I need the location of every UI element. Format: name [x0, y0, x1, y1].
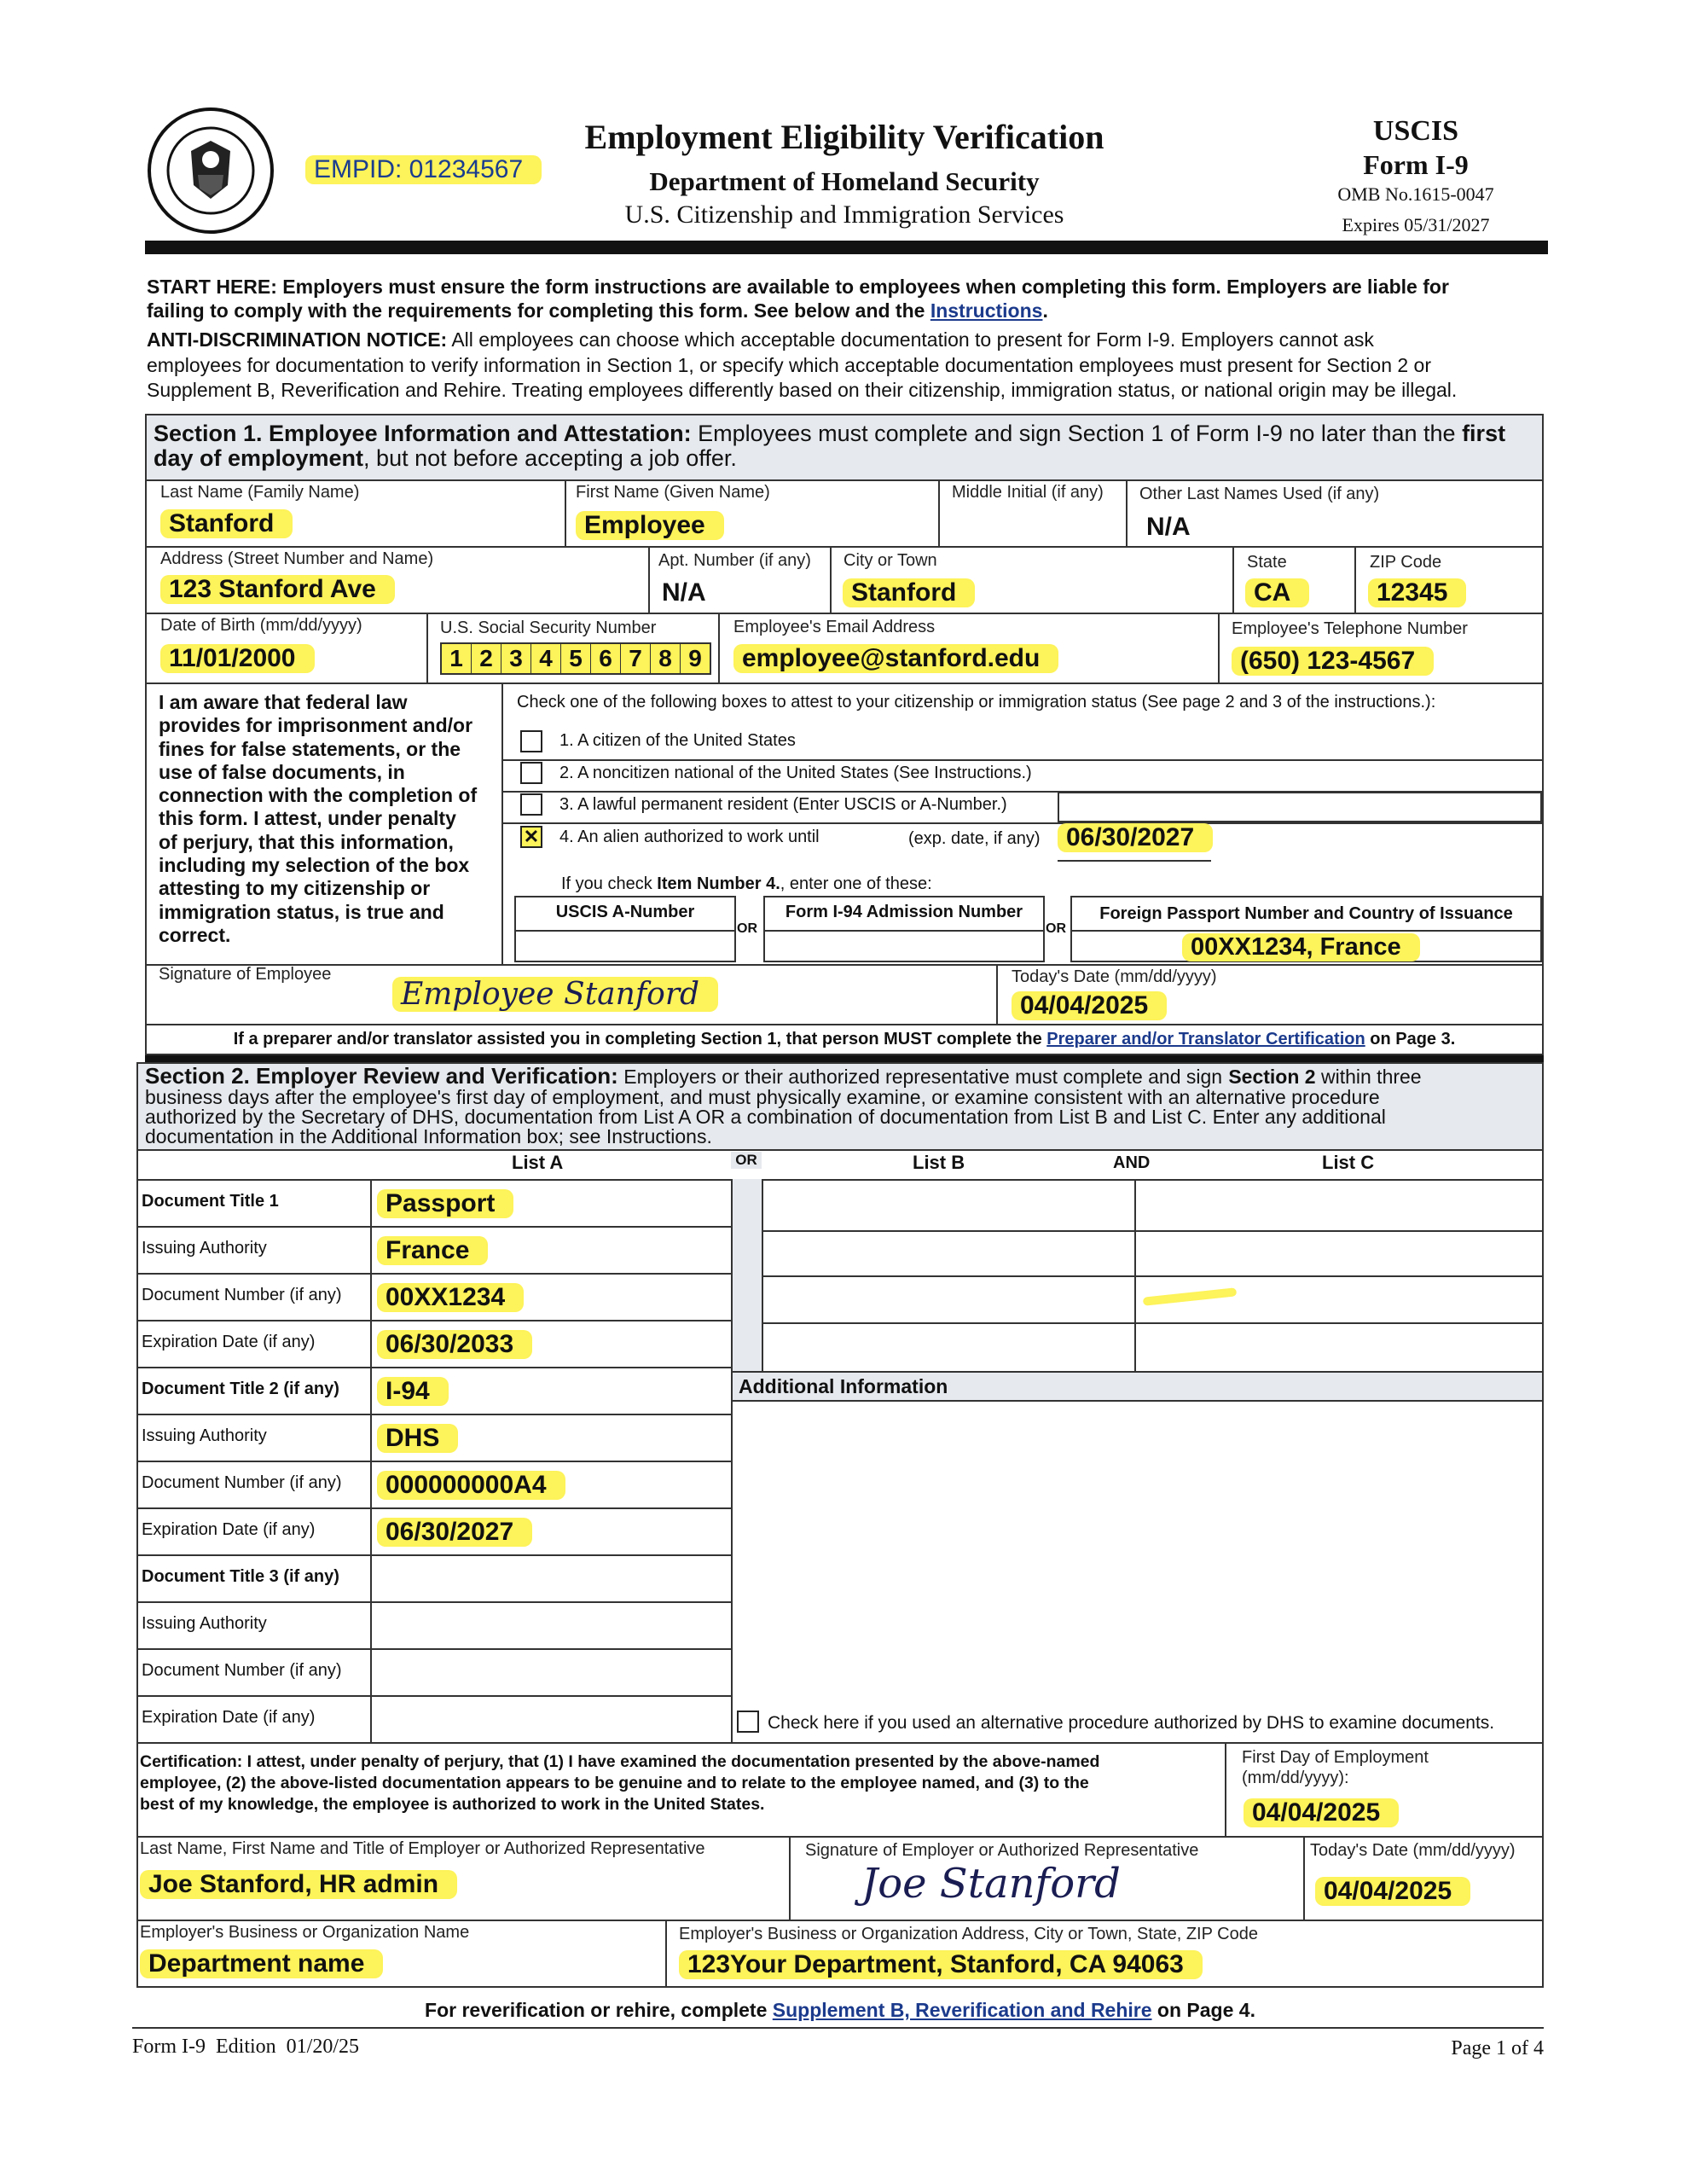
section2-title-rest: Employers or their authorized representative must complete and sign: [617, 1066, 1223, 1088]
certification-divider: [1225, 1742, 1226, 1836]
alternative-procedure-checkbox[interactable]: [737, 1711, 759, 1733]
s1-row2-top: [147, 546, 1542, 548]
attest-line: immigration status, is true and: [159, 900, 444, 923]
exp-date-label: (exp. date, if any): [908, 829, 1041, 848]
list-a-row-line: [138, 1648, 731, 1650]
s1-r3-div2: [718, 613, 720, 682]
or-label-1: OR: [737, 921, 757, 936]
rep-div1: [789, 1836, 791, 1920]
item4-suffix: , enter one of these:: [780, 874, 932, 893]
org-name-field[interactable]: Department name: [140, 1949, 383, 1978]
instructions-link[interactable]: Instructions: [930, 299, 1043, 322]
first-name-field[interactable]: Employee: [576, 511, 724, 540]
phone-label: Employee's Telephone Number: [1232, 619, 1468, 638]
section2-title-bold2: Section 2: [1228, 1066, 1316, 1088]
s1-row4-top: [147, 682, 1542, 684]
ssn-digit: 7: [621, 644, 651, 673]
first-name-label: First Name (Given Name): [576, 483, 770, 502]
reverification-notice: [136, 1999, 1544, 2022]
section1-title-bold: Section 1. Employee Information and Attestation:: [154, 421, 692, 446]
list-a-row-label: Document Title 2 (if any): [142, 1380, 339, 1398]
cert-line: best of my knowledge, the employee is authorized to work in the United States.: [140, 1795, 765, 1814]
employee-signature-label: Signature of Employee: [159, 965, 332, 984]
empid-highlight: EMPID: 01234567: [305, 155, 542, 184]
section1-title-rest: Employees must complete and sign Section 1 of Form I-9 no later than the: [691, 421, 1456, 446]
i94-split: [763, 930, 1045, 932]
list-a-row-field[interactable]: 06/30/2027: [377, 1518, 532, 1547]
bc-row2: [762, 1275, 1542, 1277]
uscis-anumber-label: USCIS A-Number: [555, 903, 695, 921]
section1-title-first: first: [1462, 421, 1506, 446]
start-here-notice: START HERE: Employers must ensure the form instructions are available to employees when completing this form. Employers are liable for: [147, 276, 1449, 298]
s1-r2-div3: [1232, 546, 1234, 613]
ssn-digit: 8: [651, 644, 681, 673]
email-field[interactable]: employee@stanford.edu: [733, 644, 1058, 673]
middle-initial-label: Middle Initial (if any): [952, 483, 1104, 502]
anumber-split: [514, 930, 736, 932]
ssn-digit: 1: [442, 644, 472, 673]
ssn-digit: 5: [561, 644, 591, 673]
rep-today-label: Today's Date (mm/dd/yyyy): [1310, 1841, 1516, 1860]
lawful-permanent-resident-checkbox[interactable]: [520, 793, 542, 816]
rep-div2: [1303, 1836, 1305, 1920]
address-label: Address (Street Number and Name): [160, 549, 434, 568]
anti-discrimination-notice: [147, 328, 1374, 351]
list-a-row-label: Document Title 3 (if any): [142, 1567, 339, 1586]
state-label: State: [1247, 553, 1287, 572]
s1-r1-div3: [1126, 479, 1128, 546]
s1-row1-top: [147, 479, 1542, 481]
header-rule: [145, 241, 1548, 254]
form-number: Form I-9: [1363, 149, 1469, 180]
preparer-notice: [147, 1030, 1542, 1049]
dob-label: Date of Birth (mm/dd/yyyy): [160, 616, 362, 635]
list-a-row-field[interactable]: 000000000A4: [377, 1471, 565, 1500]
attest-line: fines for false statements, or the: [159, 737, 461, 760]
last-name-field[interactable]: Stanford: [160, 509, 293, 538]
list-c-header: List C: [1322, 1152, 1375, 1173]
apt-label: Apt. Number (if any): [658, 551, 811, 570]
ssn-label: U.S. Social Security Number: [440, 619, 657, 637]
form-title: Employment Eligibility Verification: [584, 118, 1104, 156]
supplement-b-link[interactable]: Supplement B, Reverification and Rehire: [772, 1999, 1152, 2021]
section1-title-line2-rest: , but not before accepting a job offer.: [363, 445, 737, 471]
list-a-row-line: [138, 1554, 731, 1556]
section1-day-of-employment: day of employment: [154, 445, 364, 471]
opt3-line: [503, 822, 1542, 824]
attest-line: attesting to my citizenship or: [159, 877, 431, 900]
or-label-2: OR: [1046, 921, 1066, 936]
anti-discrimination-label: ANTI-DISCRIMINATION NOTICE:: [147, 328, 448, 351]
additional-info-field[interactable]: [733, 1402, 1542, 1700]
org-div: [665, 1920, 667, 1988]
attest-line: including my selection of the box: [159, 854, 470, 877]
rep-signature-field[interactable]: Joe Stanford: [861, 1860, 1121, 1908]
last-name-label: Last Name (Family Name): [160, 483, 360, 502]
rep-today-field[interactable]: 04/04/2025: [1315, 1877, 1470, 1906]
omb-number: OMB No.1615-0047: [1337, 183, 1494, 205]
uscis-label: USCIS: [1372, 115, 1459, 147]
s1-r3-div1: [426, 613, 428, 682]
list-a-row-line: [138, 1367, 731, 1368]
attest-line: connection with the completion of: [159, 784, 478, 807]
list-a-row-field[interactable]: Passport: [377, 1189, 513, 1218]
first-day-label-1: First Day of Employment: [1242, 1748, 1429, 1767]
list-a-row-field[interactable]: France: [377, 1236, 488, 1265]
list-a-row-line: [138, 1695, 731, 1697]
apt-field[interactable]: N/A: [662, 578, 706, 607]
department-name: Department of Homeland Security: [649, 166, 1040, 196]
cert-line: employee, (2) the above-listed documentation appears to be genuine and to relate to the employee named, and (3) to the: [140, 1774, 1089, 1792]
s1-r3-div3: [1218, 613, 1220, 682]
citizen-option-label: 1. A citizen of the United States: [559, 731, 796, 750]
reverify-text-2: on Page 4.: [1151, 1999, 1255, 2021]
list-a-row-label: Issuing Authority: [142, 1239, 267, 1258]
anti-text-2: employees for documentation to verify information in Section 1, or specify which acceptable documentation employees must present for Section 2 or: [147, 354, 1432, 376]
page-number: Page 1 of 4: [1451, 2037, 1544, 2059]
org-name-label: Employer's Business or Organization Name: [140, 1923, 470, 1942]
zip-field[interactable]: 12345: [1368, 578, 1466, 607]
state-field[interactable]: CA: [1245, 578, 1309, 607]
start-here-notice-2: failing to comply with the requirements for completing this form. See below and the Instructions.: [147, 299, 1048, 322]
list-a-row-label: Document Number (if any): [142, 1661, 342, 1680]
rep-signature-label: Signature of Employer or Authorized Representative: [805, 1841, 1199, 1860]
bc-row3: [762, 1322, 1542, 1324]
list-a-row-field[interactable]: I-94: [377, 1377, 449, 1406]
list-a-row-label: Document Number (if any): [142, 1473, 342, 1492]
list-a-row-field[interactable]: 00XX1234: [377, 1283, 524, 1312]
s1-r1-div2: [938, 479, 940, 546]
alien-option-label: 4. An alien authorized to work until: [559, 828, 820, 846]
and-header: AND: [1113, 1153, 1151, 1172]
org-row-top: [138, 1920, 1542, 1921]
attest-line: of perjury, that this information,: [159, 830, 454, 853]
or-column-header: OR: [731, 1152, 762, 1169]
lpr-option-label: 3. A lawful permanent resident (Enter USCIS or A-Number.): [559, 795, 1007, 814]
list-a-row-line: [138, 1461, 731, 1462]
ssn-digit: 9: [688, 645, 702, 671]
agency-name: U.S. Citizenship and Immigration Services: [624, 200, 1064, 229]
or-column: [731, 1179, 762, 1371]
first-day-label-2: (mm/dd/yyyy):: [1242, 1769, 1349, 1787]
attest-line: use of false documents, in: [159, 760, 405, 783]
section2-title-bold: Section 2. Employer Review and Verification:: [145, 1063, 618, 1089]
section2-line2: business days after the employee's first day of employment, and must physically examine, or examine consistent with an alternative procedure: [145, 1086, 1380, 1108]
rep-name-field[interactable]: Joe Stanford, HR admin: [140, 1870, 457, 1899]
list-c-title-field[interactable]: [1135, 1179, 1542, 1231]
attest-line: this form. I attest, under penalty: [159, 807, 456, 830]
item4-bold: Item Number 4.: [657, 874, 780, 893]
check-intro-text: Check one of the following boxes to attest to your citizenship or immigration status (See page 2 and 3 of the instructions.):: [517, 693, 1436, 712]
other-names-field[interactable]: N/A: [1146, 513, 1191, 541]
list-a-row-field[interactable]: 06/30/2033: [377, 1330, 532, 1359]
section2-line3: authorized by the Secretary of DHS, documentation from List A OR a combination of documentation from List B and List C. Enter any additional: [145, 1106, 1386, 1128]
list-b-title-field[interactable]: [762, 1179, 1135, 1231]
list-a-row-line: [138, 1414, 731, 1415]
list-a-row-line: [138, 1226, 731, 1228]
email-label: Employee's Email Address: [733, 618, 936, 636]
org-address-field[interactable]: 123Your Department, Stanford, CA 94063: [679, 1950, 1203, 1979]
noncitizen-national-checkbox[interactable]: [520, 762, 542, 784]
anti-text-1: All employees can choose which acceptable documentation to present for Form I-9. Employers cannot ask: [447, 328, 1374, 351]
preparer-text-2: on Page 3.: [1365, 1030, 1456, 1048]
phone-field[interactable]: (650) 123-4567: [1232, 647, 1434, 676]
s1-r2-div1: [648, 546, 650, 613]
preparer-certification-link[interactable]: Preparer and/or Translator Certification: [1046, 1030, 1365, 1048]
item4-prefix: If you check: [561, 874, 658, 893]
section2-title-rest2: within three: [1315, 1066, 1422, 1088]
list-a-row-line: [138, 1507, 731, 1509]
foreign-passport-label: Foreign Passport Number and Country of Issuance: [1099, 904, 1513, 923]
form-edition: Form I-9 Edition 01/20/25: [132, 2036, 359, 2058]
opt1-line: [503, 759, 1542, 761]
first-day-field[interactable]: 04/04/2025: [1244, 1798, 1399, 1827]
city-label: City or Town: [844, 551, 937, 570]
list-a-row-line: [138, 1320, 731, 1321]
list-a-row-field[interactable]: DHS: [377, 1424, 458, 1453]
reverify-text: For reverification or rehire, complete: [425, 1999, 768, 2021]
section2-title: [145, 1065, 1422, 1088]
attest-line: provides for imprisonment and/or: [159, 714, 473, 737]
section1-title-line2: [154, 445, 737, 472]
noncitizen-option-label: 2. A noncitizen national of the United States (See Instructions.): [559, 764, 1032, 782]
zip-label: ZIP Code: [1370, 553, 1442, 572]
list-a-row-label: Document Title 1: [142, 1192, 279, 1211]
anti-text-3: Supplement B, Reverification and Rehire. Treating employees differently based on their citizenship, immigration status, or national origin may be illegal.: [147, 379, 1458, 401]
list-a-row-label: Issuing Authority: [142, 1426, 267, 1445]
rep-name-label: Last Name, First Name and Title of Employer or Authorized Representative: [140, 1839, 705, 1858]
today-date-field[interactable]: 04/04/2025: [1012, 991, 1167, 1020]
attestation-text: [159, 691, 500, 947]
dob-field[interactable]: 11/01/2000: [160, 644, 315, 673]
lista-label-divider: [370, 1179, 372, 1742]
list-a-row-label: Expiration Date (if any): [142, 1520, 316, 1539]
s1-row5-top: [147, 964, 1542, 966]
work-authorization-expiration-field[interactable]: 06/30/2027: [1058, 823, 1213, 852]
section2-line4: documentation in the Additional Information box; see Instructions.: [145, 1125, 712, 1147]
dhs-seal: [147, 107, 275, 235]
ssn-digit: 6: [591, 644, 621, 673]
certification-text: [140, 1751, 1099, 1815]
preparer-text: If a preparer and/or translator assisted you in completing Section 1, that person MUST complete the: [233, 1030, 1042, 1048]
attest-line: I am aware that federal law: [159, 691, 408, 713]
ssn-digit: 4: [531, 644, 561, 673]
address-field[interactable]: 123 Stanford Ave: [160, 575, 395, 604]
list-a-row-line: [138, 1273, 731, 1275]
city-field[interactable]: Stanford: [843, 578, 975, 607]
section2-rule: [145, 1055, 1544, 1062]
list-a-row-label: Expiration Date (if any): [142, 1333, 316, 1351]
foreign-passport-field[interactable]: 00XX1234, France: [1182, 933, 1420, 961]
list-header-top: [138, 1149, 1542, 1151]
s1-r2-div2: [830, 546, 832, 613]
ssn-digit: 3: [501, 644, 531, 673]
ssn-digit: 2: [472, 644, 501, 673]
alien-authorized-checkbox[interactable]: ✕: [520, 826, 542, 848]
s1-row6-top: [147, 1024, 1542, 1025]
item4-instruction: [561, 874, 932, 894]
exp-date-underline: [1058, 860, 1211, 862]
lpr-number-box[interactable]: [1058, 792, 1542, 822]
rep-row-top: [138, 1836, 1542, 1838]
first-day-label: [1242, 1747, 1429, 1788]
list-a-header: List A: [512, 1152, 564, 1173]
additional-info-label: Additional Information: [739, 1375, 948, 1397]
certification-top: [138, 1742, 1542, 1744]
attest-line: correct.: [159, 923, 231, 946]
list-a-row-label: Document Number (if any): [142, 1286, 342, 1304]
list-a-row-label: Expiration Date (if any): [142, 1708, 316, 1727]
alternative-procedure-label: Check here if you used an alternative procedure authorized by DHS to examine documents.: [768, 1713, 1495, 1733]
employee-signature-field[interactable]: Employee Stanford: [392, 977, 718, 1012]
start-here-text: failing to comply with the requirements for completing this form. See below and the: [147, 299, 925, 322]
citizen-checkbox[interactable]: [520, 730, 542, 752]
today-date-label: Today's Date (mm/dd/yyyy): [1012, 967, 1217, 986]
other-names-label: Other Last Names Used (if any): [1139, 485, 1380, 503]
list-a-row-label: Issuing Authority: [142, 1614, 267, 1633]
s1-r5-div: [996, 964, 998, 1024]
list-b-header: List B: [913, 1152, 965, 1173]
org-address-label: Employer's Business or Organization Address, City or Town, State, ZIP Code: [679, 1925, 1258, 1943]
section1-title: [154, 421, 1505, 447]
list-a-row-line: [138, 1601, 731, 1603]
s1-r2-div4: [1354, 546, 1356, 613]
footer-rule: [132, 2027, 1544, 2029]
ssn-field[interactable]: [440, 642, 711, 675]
i94-number-label: Form I-94 Admission Number: [785, 903, 1023, 921]
passport-split: [1070, 930, 1542, 932]
s1-r1-div1: [565, 479, 566, 546]
s1-row3-top: [147, 613, 1542, 614]
expiration-date: Expires 05/31/2027: [1342, 214, 1490, 235]
cert-line: Certification: I attest, under penalty of perjury, that (1) I have examined the documentation presented by the above-named: [140, 1752, 1100, 1771]
